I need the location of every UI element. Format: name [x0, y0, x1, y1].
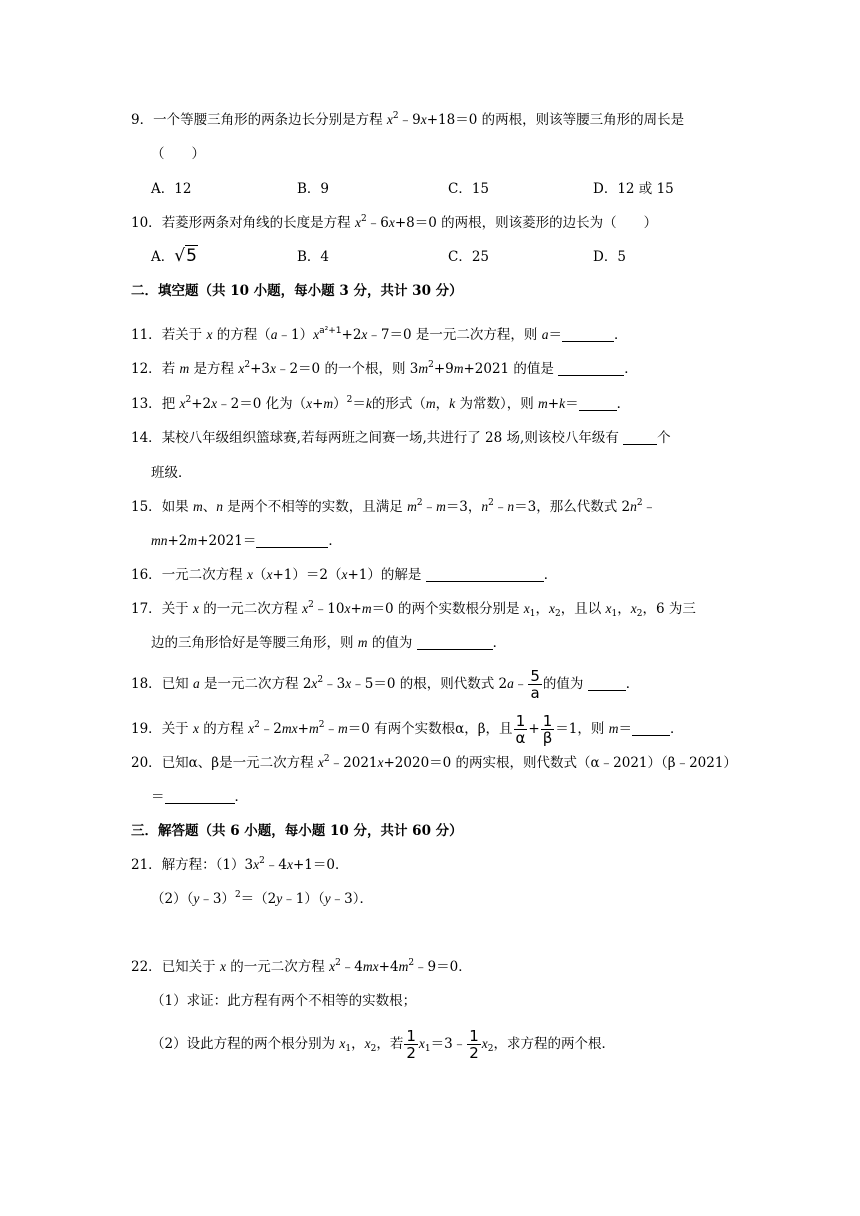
text: （ — [252, 567, 267, 583]
answer-blank[interactable] — [588, 676, 626, 691]
answer-blank[interactable] — [632, 721, 670, 736]
question-9-continued: （ ） — [151, 146, 205, 162]
text: +1＝0． — [292, 857, 349, 873]
option-a: A．12 — [151, 181, 192, 197]
fraction — [467, 1028, 481, 1061]
text: ＝3﹣ — [430, 1036, 467, 1052]
question-20: 20．已知α、β是一元二次方程 $x^2﹣2021x+2020=0$ 的两实根，则代数式（α﹣2021）（β﹣2021） — [131, 754, 737, 771]
question-12: 12．若 m 是方程 $x^2+3x﹣2=0$ 的一个根，则 $3m^2+9m+2021$ 的值是 ． — [131, 360, 638, 377]
radicand: 5 — [186, 246, 197, 266]
question-15: 15．如果 m、n 是两个不相等的实数，且满足 $m^2﹣m=3$，$n^2﹣n=3$，那么代数式 $2n^2﹣$ — [131, 498, 657, 515]
text: ﹣4 — [340, 959, 363, 975]
numerator: 1 — [541, 713, 555, 730]
denominator: 2 — [406, 1044, 416, 1062]
denominator: 2 — [469, 1044, 479, 1062]
answer-blank[interactable] — [562, 327, 614, 342]
text: ． — [492, 635, 507, 651]
text: + — [312, 396, 324, 412]
question-22-part-2: （2）设此方程的两个根分别为 $x_1$，$x_2$，若 $\frac{1}{2}$ $x_1=3﹣$ $\frac{1}{2}$ $x_2$，求方程的两个根． — [151, 1027, 616, 1062]
text: 一元二次方程 — [161, 567, 243, 583]
question-13: 13．把 $x^2+2x﹣2=0$ 化为$(x+m)^2=k$的形式（m，k 为常数），则 m+k＝ ． — [131, 395, 631, 412]
fraction — [404, 1028, 418, 1061]
text: ﹣3 — [323, 676, 346, 692]
section-heading-fill-in: 二．填空题（共 10 小题，每小题 3 分，共计 30 分） — [131, 283, 463, 299]
text: +1）的解是 — [347, 567, 422, 583]
text: 如果 — [161, 499, 189, 515]
text: ＝ — [151, 789, 165, 805]
question-20-continued — [151, 788, 248, 806]
text: ﹣2＝0 化为（ — [217, 396, 307, 412]
option-label: A． — [151, 249, 175, 265]
option-a — [151, 247, 198, 266]
text: 的一元二次方程 — [203, 601, 298, 617]
text: ＝（2 — [240, 891, 277, 907]
text: 一个等腰三角形的两条边长分别是方程 — [153, 112, 383, 128]
text: +18＝0 的两根，则该等腰三角形的周长是 — [426, 112, 685, 128]
text: + — [297, 721, 309, 737]
text: +2021 的值是 — [463, 361, 554, 377]
text: ＝3， — [445, 499, 482, 515]
text: ﹣3）． — [330, 891, 373, 907]
text: （2）设此方程的两个根分别为 — [151, 1036, 336, 1052]
text: ） — [333, 396, 347, 412]
question-number: 19． — [131, 721, 162, 737]
question-number: 18． — [131, 676, 162, 692]
text: +1）＝2（ — [272, 567, 342, 583]
text: 个 — [657, 430, 671, 446]
text: ， — [535, 601, 549, 617]
text: 若 — [161, 361, 176, 377]
answer-blank[interactable] — [417, 635, 493, 650]
text: 是两个不相等的实数，且满足 — [227, 499, 403, 515]
section-heading-solutions: 三．解答题（共 6 小题，每小题 10 分，共计 60 分） — [131, 823, 463, 839]
option-b: B．9 — [297, 181, 330, 197]
text: + — [350, 601, 362, 617]
text: 为常数），则 — [459, 396, 534, 412]
text: 关于 — [161, 601, 189, 617]
text: + — [528, 721, 540, 737]
text: 若菱形两条对角线的长度是方程 — [161, 215, 351, 231]
question-14-continued: 班级． — [151, 465, 192, 481]
text: ﹣6 — [366, 215, 389, 231]
text: ﹣ — [324, 721, 338, 737]
denominator: a — [530, 684, 540, 702]
numerator: 1 — [514, 713, 528, 730]
text: ﹣7＝0 是一元二次方程，则 — [367, 327, 538, 343]
text: ． — [625, 676, 640, 692]
fraction — [541, 713, 555, 746]
text: ﹣ — [422, 499, 437, 515]
text: ， — [351, 1036, 365, 1052]
text: ． — [543, 567, 558, 583]
text: ﹣3） — [199, 891, 235, 907]
question-number: 13． — [131, 396, 162, 412]
question-number: 9． — [131, 112, 154, 128]
text: ﹣9＝0． — [414, 959, 472, 975]
text: 把 — [161, 396, 176, 412]
text: ． — [624, 361, 638, 377]
text: 、 — [202, 499, 217, 515]
question-17: 17．关于 x 的一元二次方程 $x^2﹣10x+m=0$ 的两个实数根分别是 $x_1$，$x_2$，且以 $x_1$，$x_2$，6 为三 — [131, 600, 696, 619]
question-number: 22． — [131, 959, 162, 975]
text: ＝ — [352, 396, 366, 412]
text: 的方程 — [203, 721, 244, 737]
text: 已知 — [161, 676, 189, 692]
question-9: 9．一个等腰三角形的两条边长分别是方程 $x^2﹣9x+18=0$ 的两根，则该等腰三角形的周长是 — [131, 111, 685, 128]
text: 关于 — [161, 721, 189, 737]
numerator: 5 — [530, 667, 540, 685]
question-11: 11．若关于 x 的方程$(a﹣1)x^{a^2+1}+2x﹣7=0$ 是一元二次方程，则 a＝ ． — [131, 326, 628, 343]
question-number: 15． — [131, 499, 162, 515]
text: ． — [613, 327, 628, 343]
text: ﹣1） — [277, 327, 314, 343]
question-10: 10．若菱形两条对角线的长度是方程 $x^2﹣6x+8=0$ 的两根，则该菱形的边长为（ ） — [131, 214, 658, 231]
text: （2）（ — [151, 891, 194, 907]
text: ＝ — [618, 721, 632, 737]
option-c: C．15 — [448, 181, 490, 197]
answer-blank[interactable] — [558, 361, 624, 376]
denominator: α — [515, 729, 526, 747]
text: 若关于 — [161, 327, 203, 343]
text: +3 — [250, 361, 270, 377]
text: 的方程（ — [216, 327, 271, 343]
text: ，6 为三 — [642, 601, 696, 617]
question-number: 16． — [131, 567, 162, 583]
question-number: 17． — [131, 601, 162, 617]
question-number: 20． — [131, 755, 162, 771]
fraction — [528, 668, 542, 701]
text: 某校八年级组织篮球赛,若每两班之间赛一场,共进行了 28 场,则该校八年级有 — [161, 430, 619, 446]
text: ﹣ — [493, 499, 508, 515]
option-b: B．4 — [297, 249, 330, 265]
question-number: 10． — [131, 215, 162, 231]
answer-blank[interactable] — [165, 789, 235, 804]
text: 解方程：（1）3 — [161, 857, 254, 873]
text: 是一元二次方程 2 — [204, 676, 312, 692]
answer-blank[interactable] — [256, 533, 328, 548]
question-19: 19．关于 x 的方程 $x^2﹣2mx+m^2﹣m=0$ 有两个实数根α，β，且 $\frac{1}{\alpha}$ + $\frac{1}{\beta}$ ＝1，则 m＝ ． — [131, 712, 684, 747]
text: ，若 — [376, 1036, 404, 1052]
text: ﹣2021 — [329, 755, 378, 771]
text: ﹣1）（ — [282, 891, 325, 907]
text: ＝3，那么代数式 2 — [514, 499, 631, 515]
denominator: β — [542, 729, 553, 747]
question-15-continued: mn+2m+2021＝ ． — [151, 533, 342, 549]
question-number: 12． — [131, 361, 162, 377]
text: 边的三角形恰好是等腰三角形，则 — [151, 635, 354, 651]
question-18: 18．已知 a 是一元二次方程 $2x^2﹣3x﹣5=0$ 的根，则代数式 2a﹣ $\frac{5}{a}$ 的值为 ． — [131, 667, 640, 702]
text: ． — [616, 396, 631, 412]
question-number: 14． — [131, 430, 162, 446]
question-16: 16．一元二次方程 x（x+1）＝2（x+1）的解是 ． — [131, 567, 558, 583]
text: ＝0 的两个实数根分别是 — [371, 601, 520, 617]
question-21-part-2: （2）（y﹣3）$^2$＝（2y﹣1）（y﹣3）． — [151, 890, 373, 907]
question-22: 22．已知关于 x 的一元二次方程 $x^2﹣4mx+4m^2﹣9=0$． — [131, 958, 472, 975]
text: +2021＝ — [197, 533, 257, 549]
text: 的形式（ — [371, 396, 426, 412]
text: +2 — [167, 533, 188, 549]
exponent: a²+1 — [319, 326, 342, 336]
text: ＝ — [548, 327, 562, 343]
question-22-part-1: （1）求证：此方程有两个不相等的实数根； — [151, 993, 417, 1009]
numerator: 1 — [406, 1027, 416, 1045]
text: ． — [328, 533, 342, 549]
answer-blank[interactable] — [579, 396, 617, 411]
square-root: √5 — [174, 246, 197, 266]
text: 是方程 — [193, 361, 235, 377]
question-14 — [131, 429, 671, 447]
text: ＝ — [565, 396, 579, 412]
option-d: D．5 — [593, 249, 626, 265]
text: ﹣4 — [264, 857, 287, 873]
text: +2 — [341, 327, 362, 343]
text: ，且以 — [560, 601, 602, 617]
text: ＝0 有两个实数根α，β，且 — [347, 721, 513, 737]
text: ． — [669, 721, 684, 737]
text: ，求方程的两个根． — [493, 1036, 616, 1052]
text: +4 — [378, 959, 399, 975]
text: 的一元二次方程 — [230, 959, 325, 975]
question-21: 21．解方程：$(1)3x^2﹣4x+1=0$． — [131, 856, 349, 873]
text: 的值为 — [542, 676, 584, 692]
text: ＝1，则 — [555, 721, 605, 737]
text: + — [547, 396, 560, 412]
text: 的值为 — [371, 635, 413, 651]
answer-blank[interactable] — [623, 430, 657, 445]
fraction — [514, 713, 528, 746]
option-d: D．12 或 15 — [593, 181, 674, 197]
numerator: 1 — [469, 1027, 479, 1045]
text: +9 — [433, 361, 454, 377]
text: +2020＝0 的两实根，则代数式（α﹣2021）（β﹣2021） — [383, 755, 737, 771]
text: 已知关于 — [161, 959, 216, 975]
text: ﹣10 — [313, 601, 345, 617]
text: ﹣ — [513, 676, 528, 692]
answer-blank[interactable] — [426, 567, 544, 582]
text: +2 — [191, 396, 212, 412]
question-number: 21． — [131, 857, 162, 873]
text: ﹣9 — [398, 112, 421, 128]
text: ， — [435, 396, 450, 412]
text: ． — [234, 789, 248, 805]
text: ， — [617, 601, 631, 617]
text: +8＝0 的两根，则该菱形的边长为（ ） — [394, 215, 658, 231]
text: ﹣5＝0 的根，则代数式 2 — [351, 676, 508, 692]
text: ﹣2 — [259, 721, 282, 737]
option-c: C．25 — [448, 249, 490, 265]
question-number: 11． — [131, 327, 162, 343]
text: ﹣2＝0 的一个根，则 3 — [275, 361, 419, 377]
question-17-continued: 边的三角形恰好是等腰三角形，则 m 的值为 ． — [151, 635, 507, 651]
text: 已知α、β是一元二次方程 — [161, 755, 314, 771]
text: ﹣ — [642, 499, 657, 515]
